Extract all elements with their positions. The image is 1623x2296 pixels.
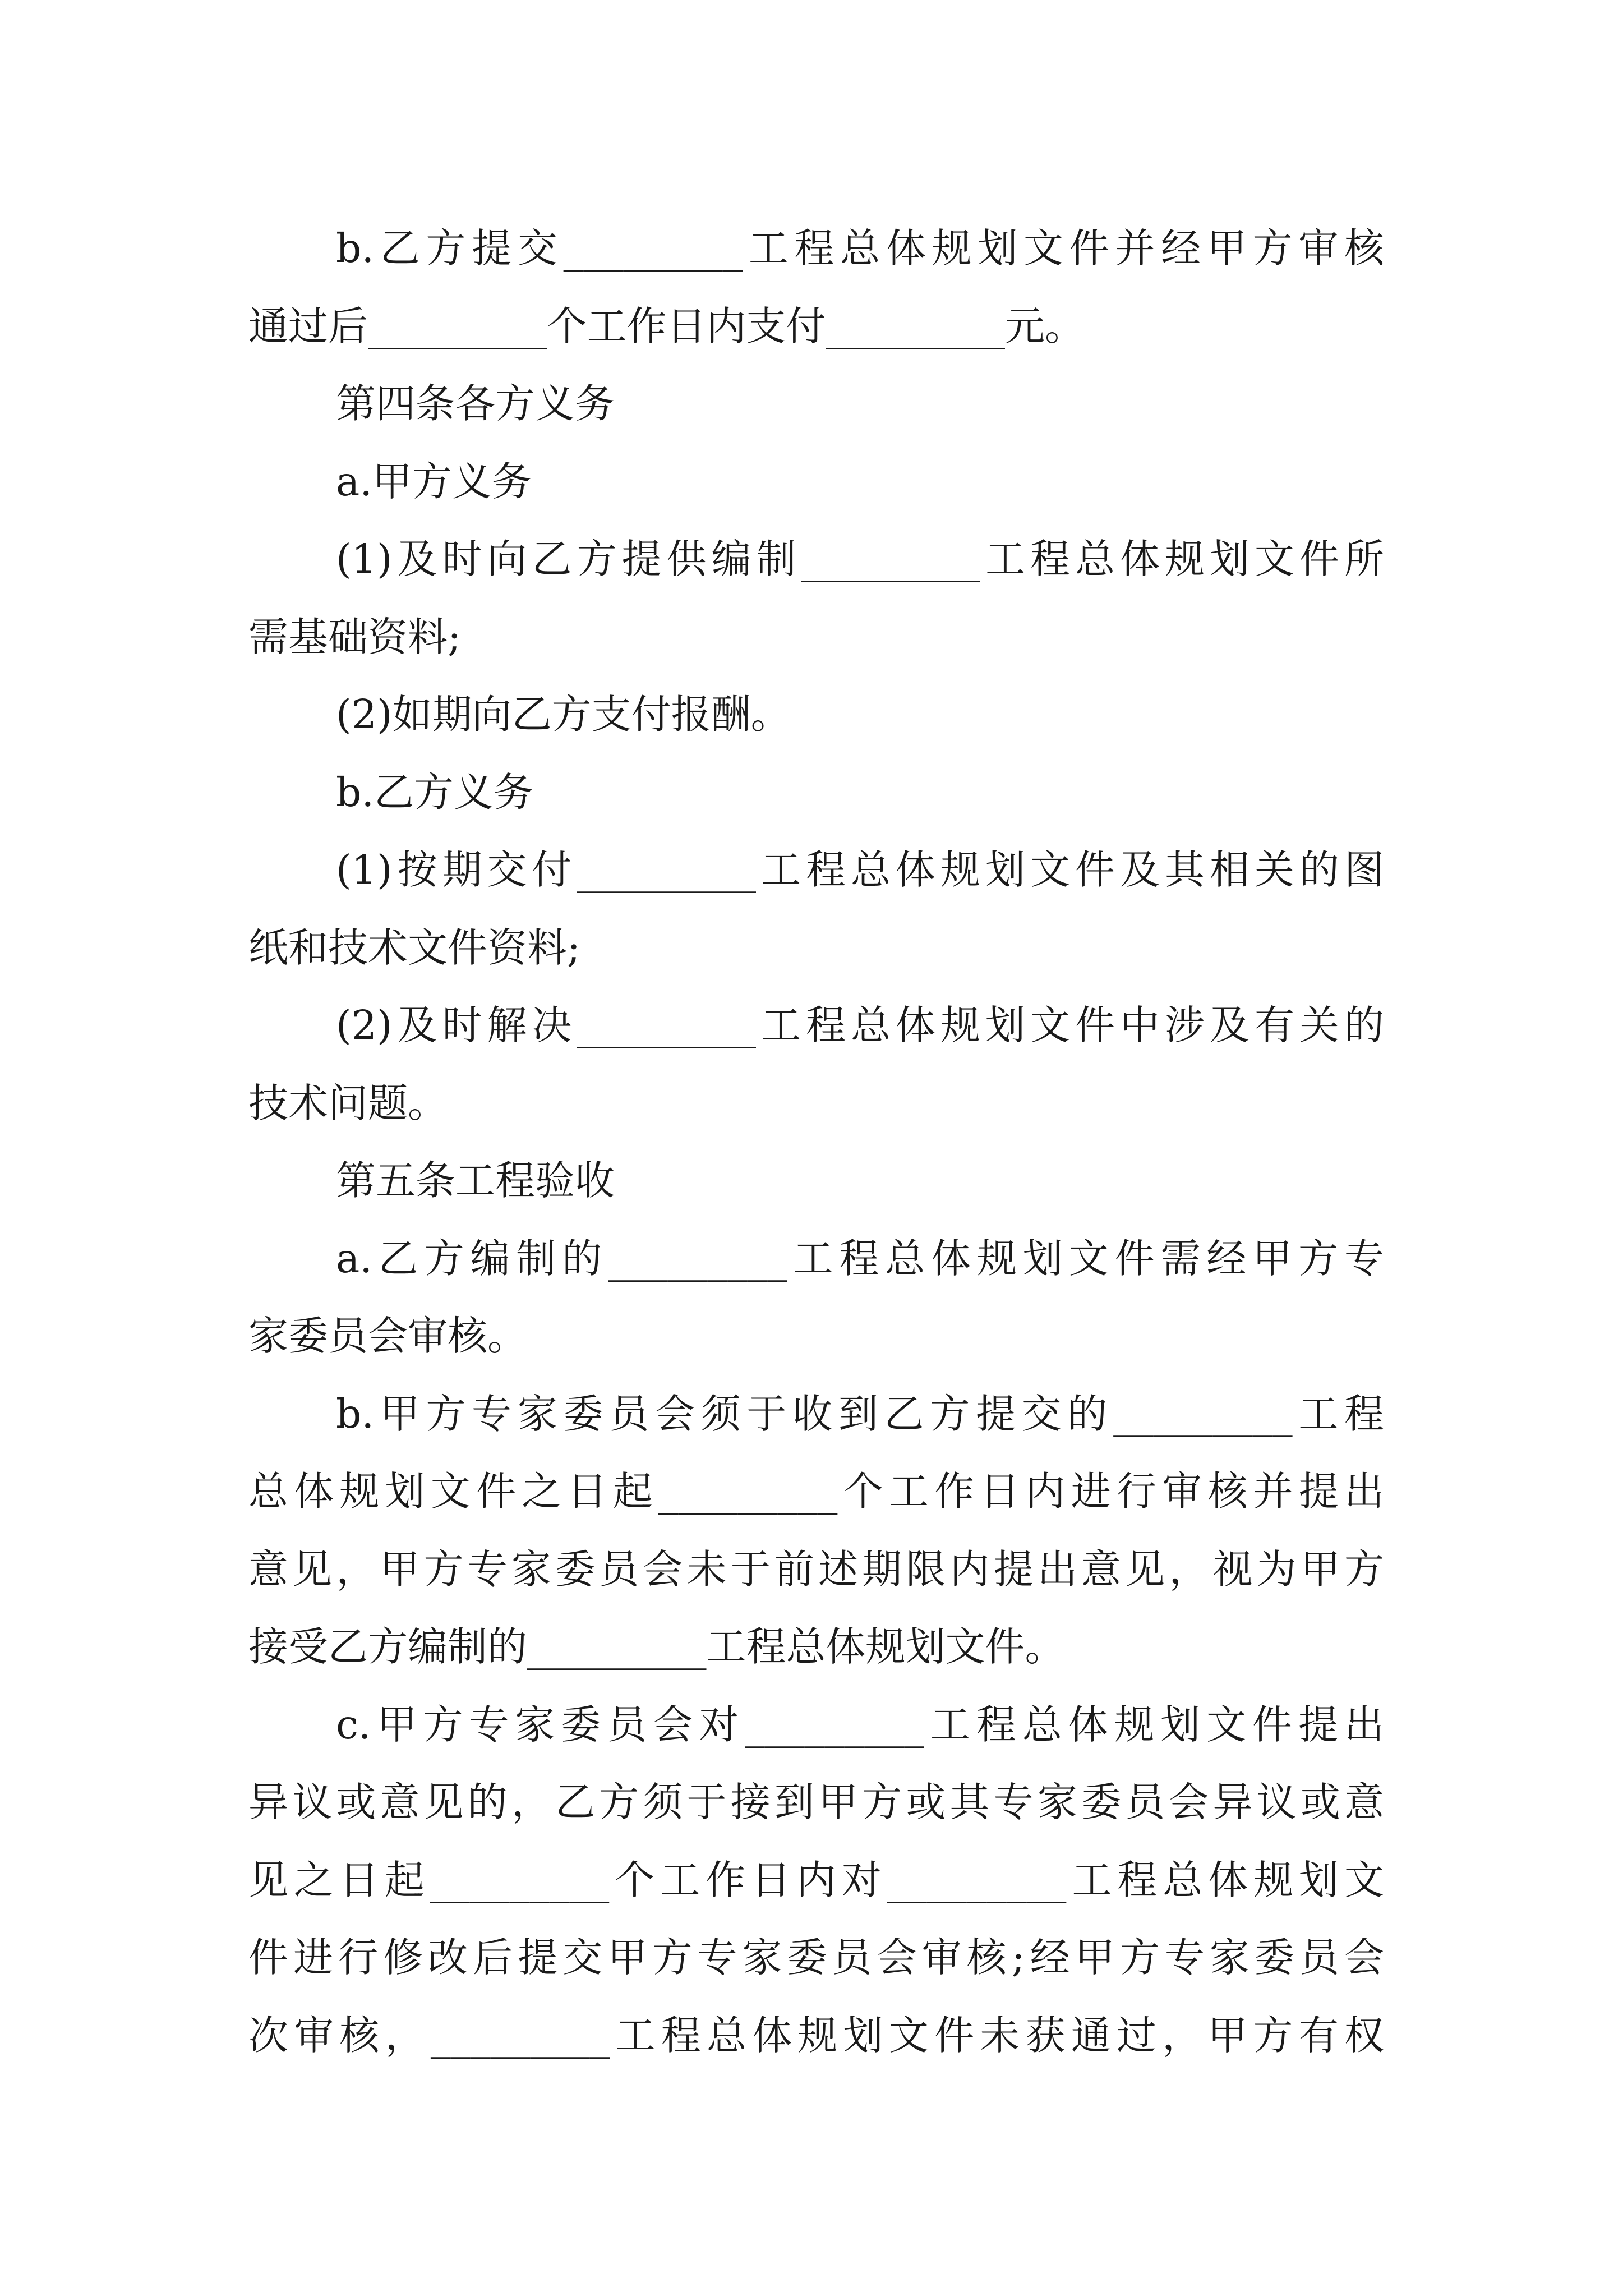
paragraph-line: (1)及时向乙方提供编制_________工程总体规划文件所	[336, 536, 1384, 582]
section-heading: 第五条工程验收	[336, 1157, 615, 1204]
paragraph-line: 异议或意见的，乙方须于接到甲方或其专家委员会异议或意	[248, 1779, 1384, 1825]
paragraph-line: 纸和技术文件资料;	[248, 924, 580, 971]
subsection-heading: a.甲方义务	[336, 458, 532, 505]
paragraph-line: 总体规划文件之日起_________个工作日内进行审核并提出	[248, 1468, 1384, 1515]
paragraph-line: c.甲方专家委员会对_________工程总体规划文件提出	[336, 1701, 1384, 1748]
paragraph-line: (2)及时解决_________工程总体规划文件中涉及有关的	[336, 1002, 1384, 1048]
paragraph-line: b.乙方提交_________工程总体规划文件并经甲方审核	[336, 225, 1384, 272]
paragraph-line: 次审核，_________工程总体规划文件未获通过，甲方有权	[248, 2012, 1384, 2059]
paragraph-line: 需基础资料;	[248, 613, 461, 660]
document-body	[248, 210, 1384, 2074]
paragraph-line: (2)如期向乙方支付报酬。	[336, 691, 791, 738]
paragraph-line: b.甲方专家委员会须于收到乙方提交的_________工程	[336, 1390, 1384, 1437]
subsection-heading: b.乙方义务	[336, 769, 534, 816]
paragraph-line: a.乙方编制的_________工程总体规划文件需经甲方专	[336, 1235, 1384, 1282]
paragraph-line: 意见，甲方专家委员会未于前述期限内提出意见，视为甲方	[248, 1545, 1384, 1593]
paragraph-line: 家委员会审核。	[248, 1313, 528, 1359]
paragraph-line: (1)按期交付_________工程总体规划文件及其相关的图	[336, 846, 1384, 893]
paragraph-line: 见之日起_________个工作日内对_________工程总体规划文	[248, 1856, 1384, 1903]
paragraph-line: 件进行修改后提交甲方专家委员会审核;经甲方专家委员会	[248, 1934, 1384, 1981]
section-heading: 第四条各方义务	[336, 380, 615, 427]
paragraph-line: 通过后_________个工作日内支付_________元。	[248, 302, 1085, 349]
paragraph-line: 技术问题。	[248, 1079, 448, 1126]
paragraph-line: 接受乙方编制的_________工程总体规划文件。	[248, 1623, 1065, 1670]
